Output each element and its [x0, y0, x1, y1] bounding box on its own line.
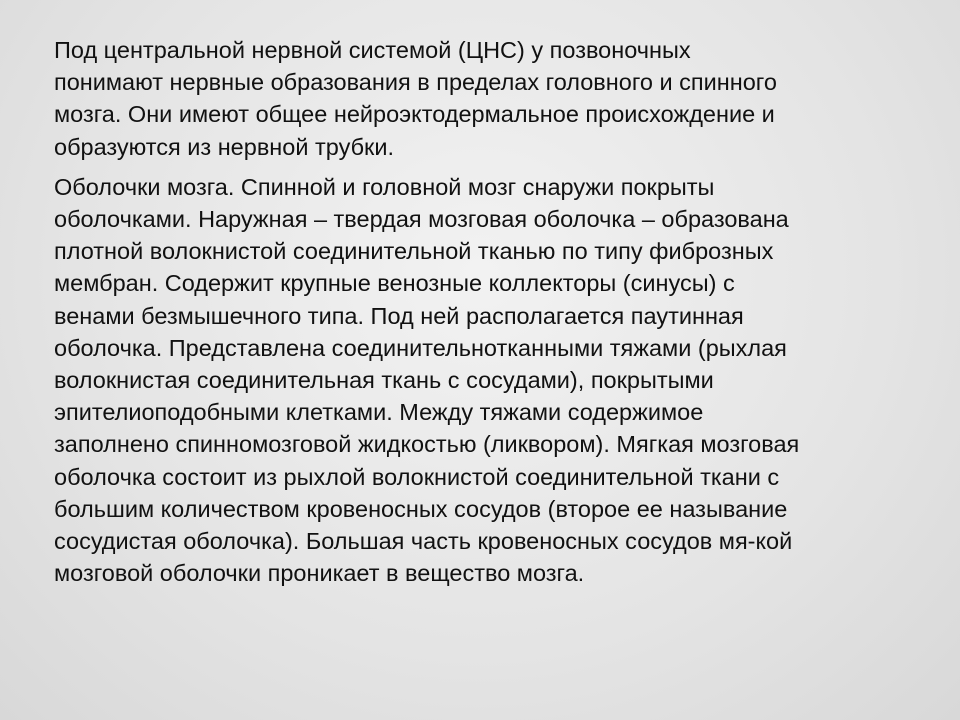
text-line: большим количеством кровеносных сосудов (второе ее называние	[54, 495, 788, 522]
text-line: эпителиоподобными клетками. Между тяжами содержимое	[54, 399, 704, 426]
text-line: мозговой оболочки проникает в вещество мозга.	[54, 560, 585, 587]
text-line: мозга. Они имеют общее нейроэктодермальное происхождение и	[54, 101, 775, 128]
text-line: сосудистая оболочка). Большая часть кровеносных сосудов мя-кой	[54, 528, 793, 555]
text-line: заполнено спинномозговой жидкостью (ликвором). Мягкая мозговая	[54, 431, 800, 458]
paragraph-cns-definition	[54, 34, 934, 163]
text-line: Под центральной нервной системой (ЦНС) у позвоночных	[54, 37, 691, 63]
text-line: оболочка состоит из рыхлой волокнистой соединительной ткани с	[54, 463, 780, 490]
text-line: волокнистая соединительная ткань с сосудами), покрытыми	[54, 367, 714, 394]
text-line: оболочками. Наружная – твердая мозговая оболочка – образована	[54, 206, 789, 233]
text-line: образуются из нервной трубки.	[54, 133, 394, 160]
text-line: мембран. Содержит крупные венозные коллекторы (синусы) с	[54, 270, 735, 297]
text-line: плотной волокнистой соединительной тканью по типу фиброзных	[54, 238, 774, 265]
paragraph-meninges	[54, 171, 934, 590]
text-line: венами безмышечного типа. Под ней располагается паутинная	[54, 302, 744, 329]
text-line: Оболочки мозга. Спинной и головной мозг снаружи покрыты	[54, 173, 715, 200]
slide-text-body	[54, 34, 934, 589]
text-line: оболочка. Представлена соединительнотканными тяжами (рыхлая	[54, 334, 787, 361]
text-line: понимают нервные образования в пределах головного и спинного	[54, 69, 777, 96]
